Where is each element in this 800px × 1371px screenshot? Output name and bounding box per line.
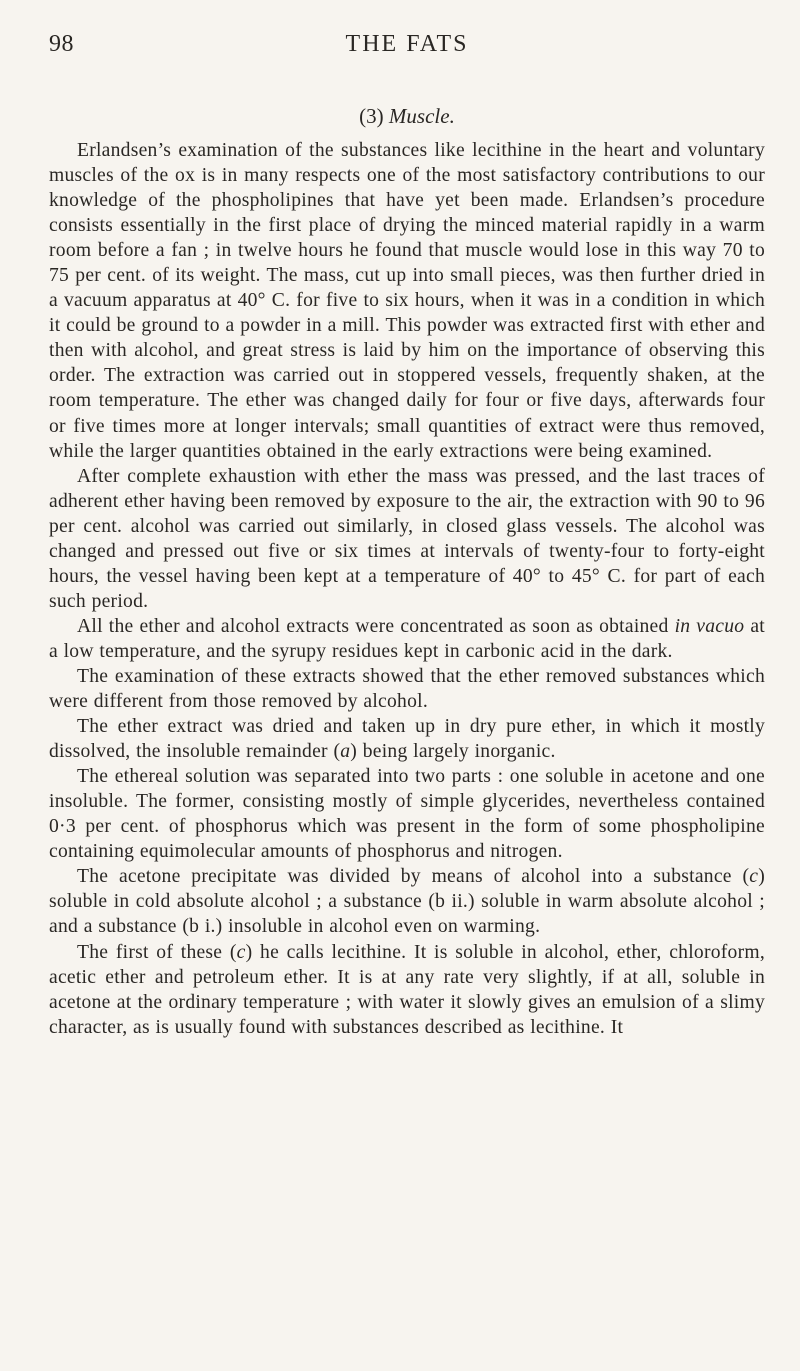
paragraph: The ethereal solution was separated into two parts : one soluble in acetone and one insoluble. The former, consisting mostly of simple glycerides, nevertheless contained 0·3 per cent. of phosphorus which was present in the form of some phospholipine containing equimolecular amounts of phosphorus and nitrogen. bbox=[49, 766, 765, 863]
running-title: THE FATS bbox=[345, 31, 469, 57]
paragraph: The examination of these extracts showed that the ether removed substances which were different from those removed by alcohol. bbox=[49, 665, 765, 713]
paragraph: The acetone precipitate was divided by means of alcohol into a substance (c) soluble in cold absolute alcohol ; a substance (b ii.) soluble in warm absolute alcohol ; and a substance (b i.) insoluble in alcohol even on warming. bbox=[49, 866, 765, 938]
paragraph: The ether extract was dried and taken up in dry pure ether, in which it mostly dissolved, the insoluble remainder (a) being largely inorganic. bbox=[49, 716, 765, 763]
paragraph: After complete exhaustion with ether the mass was pressed, and the last traces of adherent ether having been removed by exposure to the air, the extraction with 90 to 96 per cent. alcohol was carried out similarly, in closed glass vessels. The alcohol was changed and pressed out five or six times at intervals of twenty-four to forty-eight hours, the vessel having been kept at a temperature of 40° to 45° C. for part of each such period. bbox=[49, 465, 765, 612]
page-number: 98 bbox=[49, 31, 74, 57]
running-head bbox=[49, 31, 765, 75]
italic-term: in vacuo bbox=[674, 615, 745, 637]
body-text bbox=[49, 138, 765, 1040]
section-number: (3) bbox=[359, 104, 384, 128]
italic-term: c bbox=[236, 941, 246, 963]
italic-term: a bbox=[340, 741, 351, 763]
book-page bbox=[49, 0, 765, 1040]
italic-term: c bbox=[749, 866, 759, 888]
paragraph: The first of these (c) he calls lecithine. It is soluble in alcohol, ether, chloroform, acetic ether and petroleum ether. It is at any rate very slightly, if at all, soluble in acetone at the ordinary temperature ; with water it slowly gives an emulsion of a slimy character, as is usually found with substances described as lecithine. It bbox=[49, 941, 765, 1038]
paragraph: Erlandsen’s examination of the substances like lecithine in the heart and voluntary muscles of the ox is in many respects one of the most satisfactory contributions to our knowledge of the phospholipines that have yet been made. Erlandsen’s procedure consists essentially in the first place of drying the minced material rapidly in a warm room before a fan ; in twelve hours he found that muscle would lose in this way 70 to 75 per cent. of its weight. The mass, cut up into small pieces, was then further dried in a vacuum apparatus at 40° C. for five to six hours, when it was in a condition in which it could be ground to a powder in a mill. This powder was extracted first with ether and then with alcohol, and great stress is laid by him on the importance of observing this order. The extraction was carried out in stoppered vessels, frequently shaken, at the room temperature. The ether was changed daily for four or five days, afterwards four or five times more at longer intervals; small quantities of extract were thus removed, while the larger quantities obtained in the early extractions were being examined. bbox=[49, 140, 765, 462]
section-title: Muscle. bbox=[388, 104, 455, 128]
section-heading bbox=[49, 104, 765, 138]
paragraph: All the ether and alcohol extracts were concentrated as soon as obtained in vacuo at a low temperature, and the syrupy residues kept in carbonic acid in the dark. bbox=[49, 615, 765, 662]
